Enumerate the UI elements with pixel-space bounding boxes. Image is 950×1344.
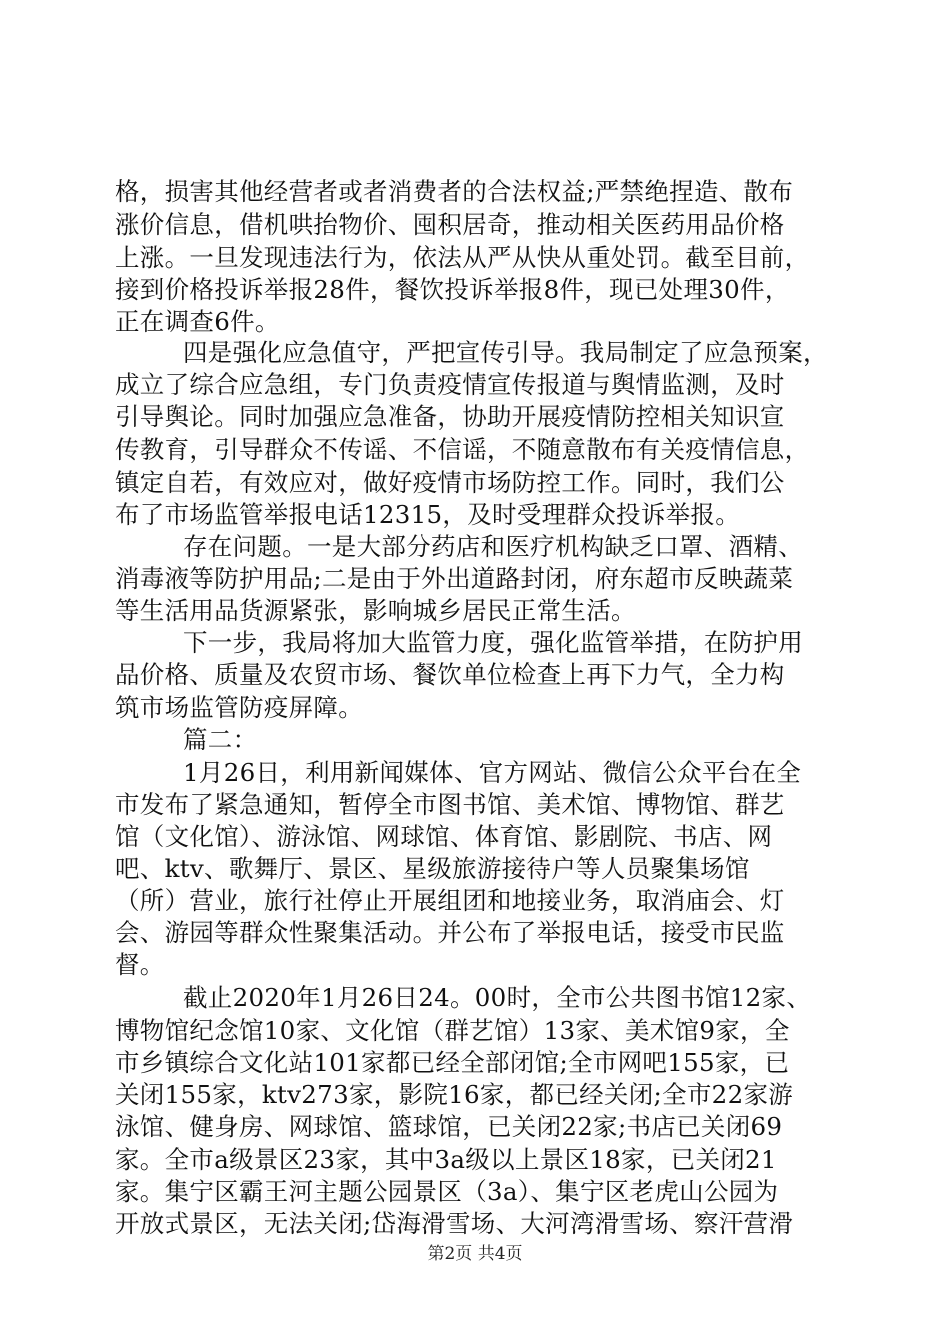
text-line: 关闭155家，ktv273家，影院16家，都已经关闭;全市22家游 <box>115 1080 794 1109</box>
text-line: 家。全市a级景区23家，其中3a级以上景区18家，已关闭21 <box>115 1145 777 1174</box>
text-line: 品价格、质量及农贸市场、餐饮单位检查上再下力气，全力构 <box>115 660 785 689</box>
text-line: 格，损害其他经营者或者消费者的合法权益;严禁绝捏造、散布 <box>115 177 794 206</box>
text-line: 上涨。一旦发现违法行为，依法从严从快从重处罚。截至目前， <box>115 243 810 272</box>
text-line: 引导舆论。同时加强应急准备，协助开展疫情防控相关知识宣 <box>115 402 785 431</box>
page-number-label: 第2页 共4页 <box>427 1244 523 1264</box>
paragraph-first-line: 下一步，我局将加大监管力度，强化监管举措，在防护用 <box>183 628 803 657</box>
text-line: 市发布了紧急通知，暂停全市图书馆、美术馆、博物馆、群艺 <box>115 790 785 819</box>
text-line: 吧、ktv、歌舞厅、景区、星级旅游接待户等人员聚集场馆 <box>115 854 750 883</box>
text-line: 传教育，引导群众不传谣、不信谣，不随意散布有关疫情信息， <box>115 435 810 464</box>
text-line: 馆（文化馆）、游泳馆、网球馆、体育馆、影剧院、书店、网 <box>115 822 773 851</box>
page-footer <box>0 1243 950 1265</box>
text-line: 接到价格投诉举报28件，餐饮投诉举报8件，现已处理30件， <box>115 275 790 304</box>
section-heading: 篇二： <box>183 725 258 754</box>
text-line: 督。 <box>115 950 165 979</box>
text-line: 等生活用品货源紧张，影响城乡居民正常生活。 <box>115 596 636 625</box>
text-line: 会、游园等群众性聚集活动。并公布了举报电话，接受市民监 <box>115 918 785 947</box>
paragraph-first-line: 四是强化应急值守，严把宣传引导。我局制定了应急预案， <box>183 338 828 367</box>
text-line: 镇定自若，有效应对，做好疫情市场防控工作。同时，我们公 <box>115 468 785 497</box>
text-line: 家。集宁区霸王河主题公园景区（3a）、集宁区老虎山公园为 <box>115 1177 779 1206</box>
text-line: 市乡镇综合文化站101家都已经全部闭馆;全市网吧155家，已 <box>115 1048 790 1077</box>
text-line: （所）营业，旅行社停止开展组团和地接业务，取消庙会、灯 <box>115 886 785 915</box>
text-line: 泳馆、健身房、网球馆、篮球馆，已关闭22家;书店已关闭69 <box>115 1112 783 1141</box>
text-line: 博物馆纪念馆10家、文化馆（群艺馆）13家、美术馆9家，全 <box>115 1016 790 1045</box>
text-line: 消毒液等防护用品;二是由于外出道路封闭，府东超市反映蔬菜 <box>115 564 794 593</box>
paragraph-first-line: 存在问题。一是大部分药店和医疗机构缺乏口罩、酒精、 <box>183 532 803 561</box>
paragraph-first-line: 1月26日，利用新闻媒体、官方网站、微信公众平台在全 <box>183 758 802 787</box>
text-line: 涨价信息，借机哄抬物价、囤积居奇，推动相关医药用品价格 <box>115 210 785 239</box>
text-line: 筑市场监管防疫屏障。 <box>115 693 363 722</box>
text-line: 开放式景区，无法关闭;岱海滑雪场、大河湾滑雪场、察汗营滑 <box>115 1209 794 1238</box>
text-line: 正在调查6件。 <box>115 307 280 336</box>
paragraph-first-line: 截止2020年1月26日24。00时，全市公共图书馆12家、 <box>183 983 812 1012</box>
text-line: 布了市场监管举报电话12315，及时受理群众投诉举报。 <box>115 500 741 529</box>
text-line: 成立了综合应急组，专门负责疫情宣传报道与舆情监测，及时 <box>115 370 785 399</box>
